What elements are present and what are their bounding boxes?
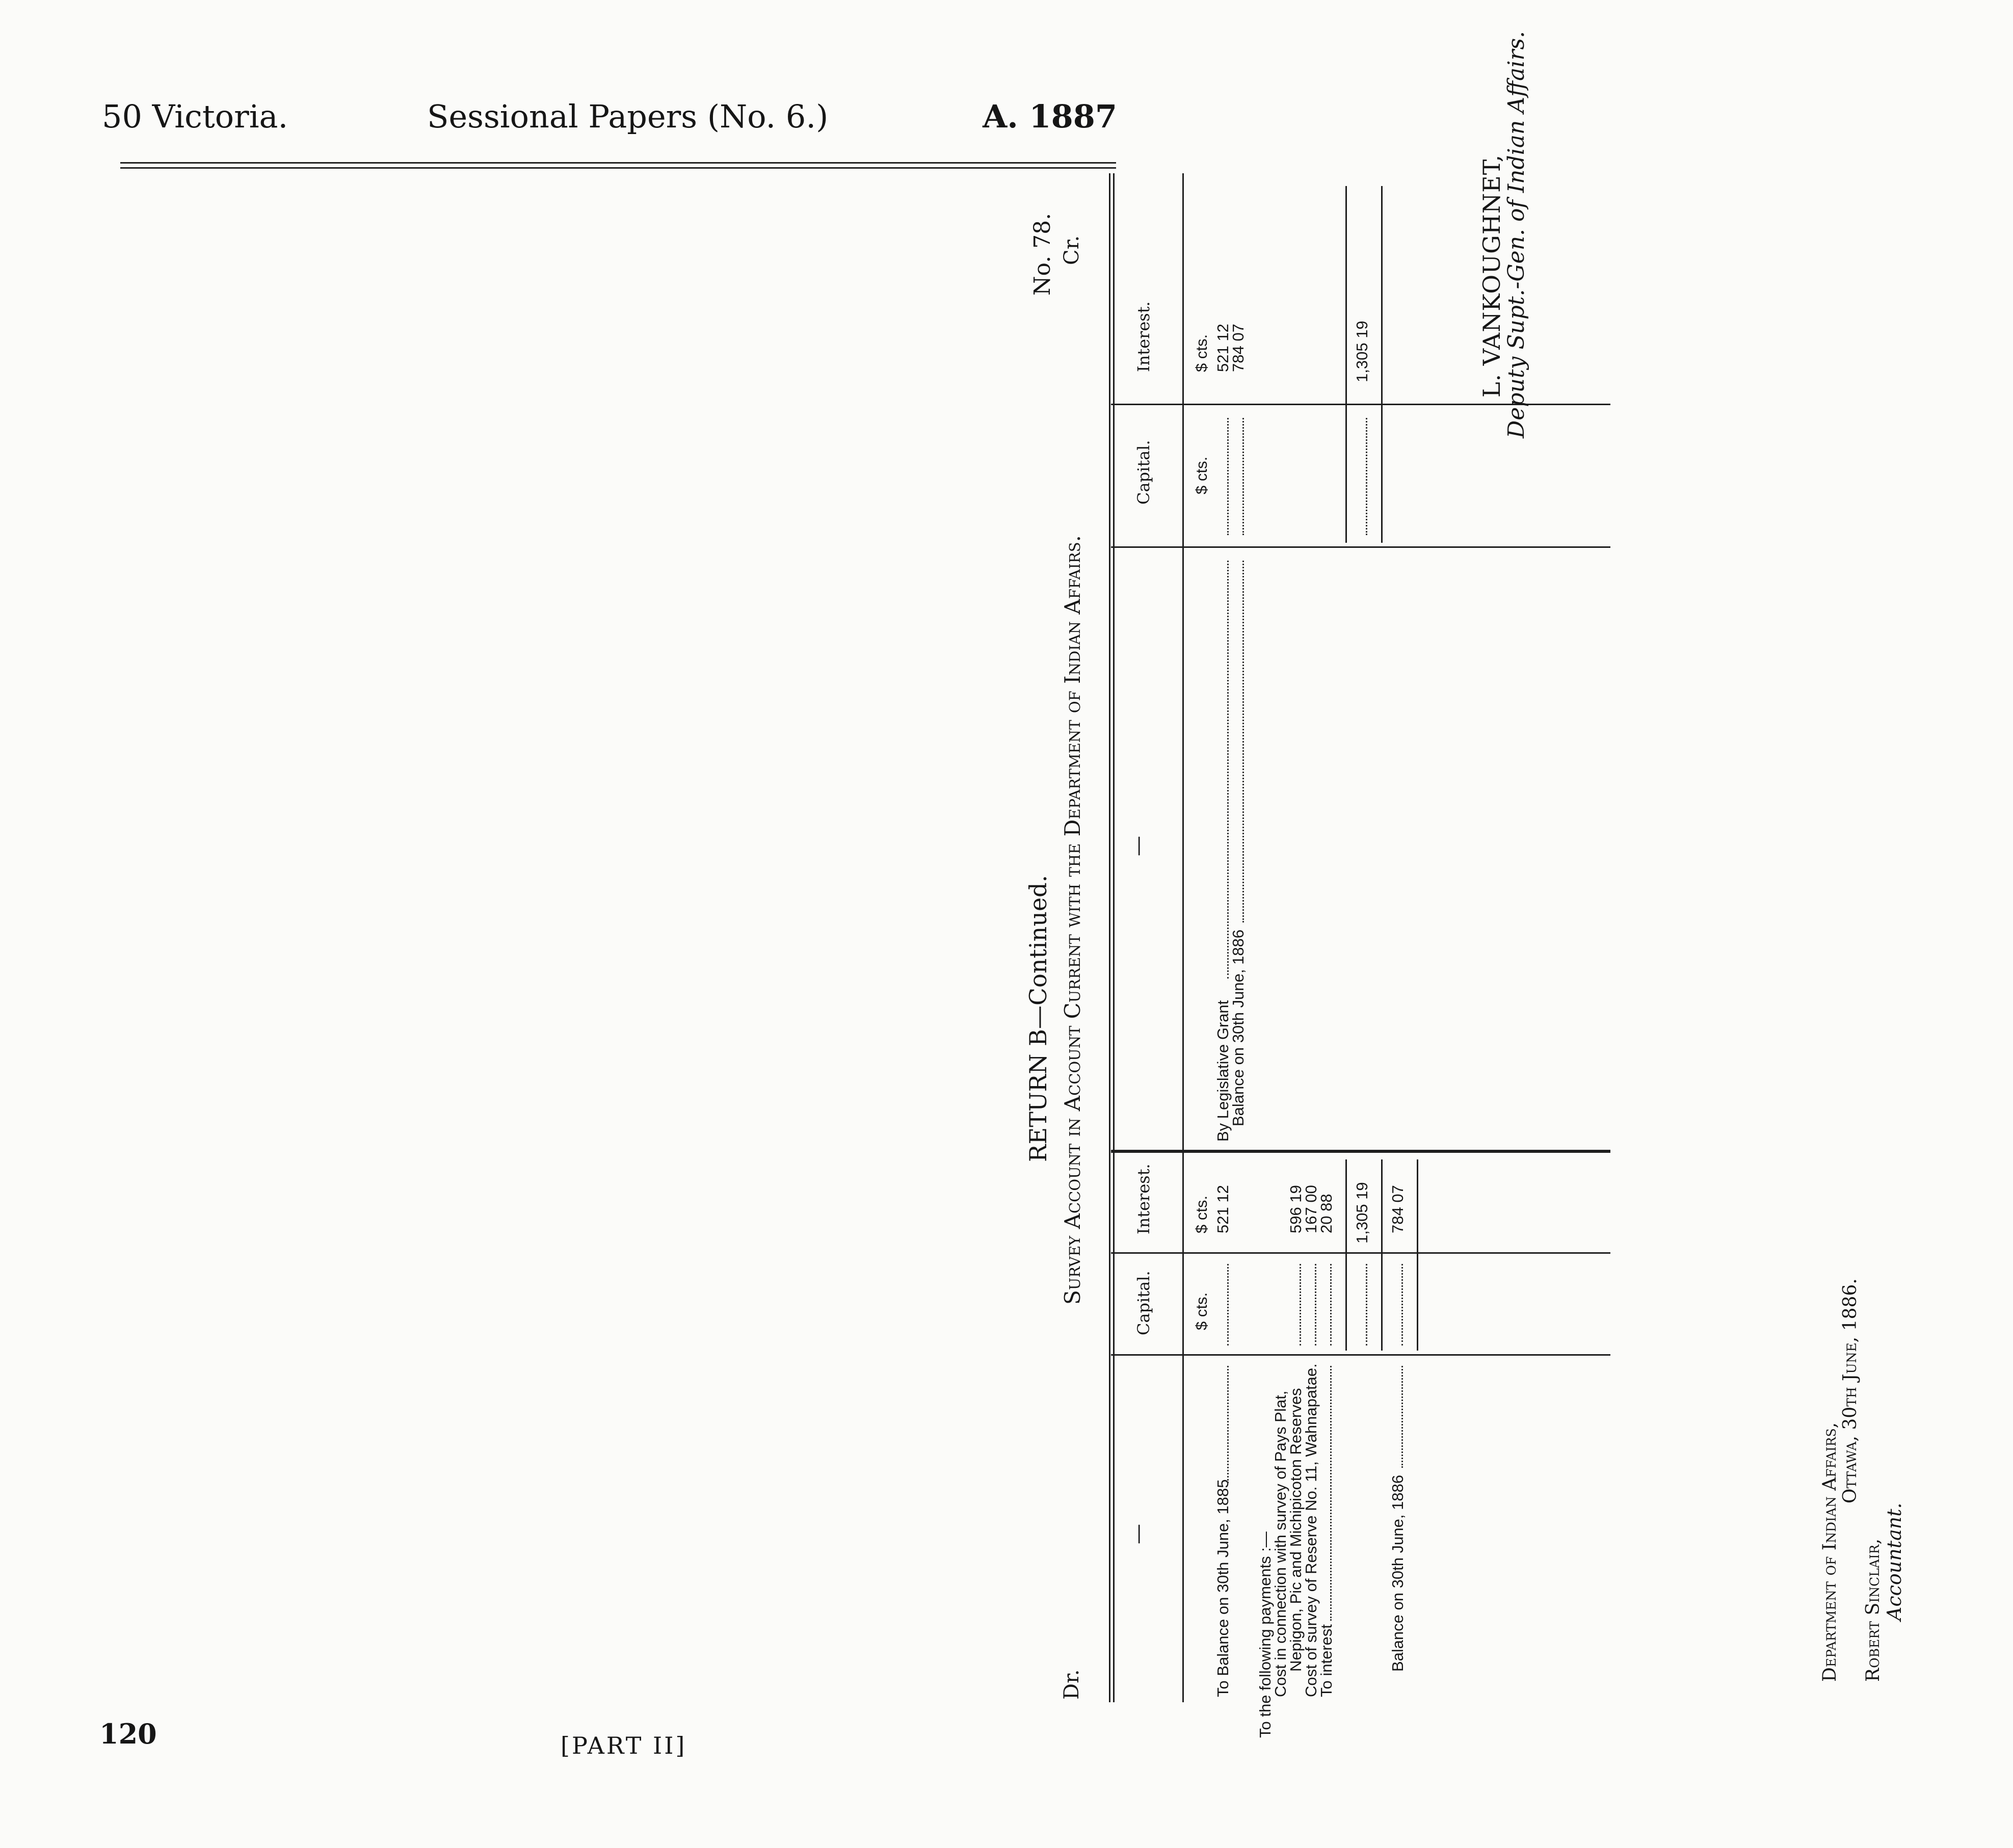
debit-interest-currency: $ cts. bbox=[1193, 1195, 1210, 1233]
leader-dots bbox=[1227, 1366, 1229, 1483]
debit-total-rule bbox=[1381, 1159, 1383, 1351]
debit-pay2-interest: 167 00 bbox=[1302, 1185, 1320, 1233]
debit-pay3-label: To interest bbox=[1317, 1624, 1335, 1697]
leader-dots bbox=[1366, 418, 1367, 535]
debit-balance-1886-label: Balance on 30th June, 1886 bbox=[1389, 1474, 1407, 1672]
leader-dots bbox=[1227, 1264, 1229, 1345]
table-top-rule-2 bbox=[1113, 173, 1115, 1702]
deputy-title: Deputy Supt.-Gen. of Indian Affairs. bbox=[1503, 31, 1529, 438]
department-label: Department of Indian Affairs, bbox=[1819, 1422, 1840, 1682]
leader-dots bbox=[1401, 1366, 1403, 1468]
debit-subtotal-rule bbox=[1345, 1159, 1347, 1351]
debit-interest-header: Interest. bbox=[1134, 1164, 1153, 1234]
deputy-name: L. VANKOUGHNET, bbox=[1478, 154, 1505, 398]
leader-dots bbox=[1242, 418, 1244, 535]
table-top-rule bbox=[1109, 173, 1110, 1702]
col-divider bbox=[1111, 546, 1610, 548]
leader-dots bbox=[1366, 1264, 1367, 1345]
debit-balance-1886-interest: 784 07 bbox=[1389, 1185, 1407, 1233]
leader-dots bbox=[1300, 1264, 1301, 1345]
credit-grant-interest: 521 12 bbox=[1214, 324, 1232, 372]
credit-capital-header: Capital. bbox=[1134, 440, 1153, 505]
header-rule bbox=[120, 162, 1116, 164]
debit-final-rule bbox=[1417, 1159, 1418, 1351]
cr-label: Cr. bbox=[1060, 235, 1083, 265]
credit-interest-header: Interest. bbox=[1134, 301, 1153, 372]
account-number: No. 78. bbox=[1029, 213, 1055, 296]
credit-subtotal-rule bbox=[1345, 186, 1347, 543]
debit-total: 1,305 19 bbox=[1353, 1182, 1371, 1244]
leader-dots bbox=[1315, 1264, 1316, 1345]
year-label: A. 1887 bbox=[983, 98, 1117, 135]
session-label: 50 Victoria. bbox=[102, 98, 288, 135]
debit-pay1-interest: 596 19 bbox=[1287, 1185, 1305, 1233]
debit-pay2-label: Cost of survey of Reserve No. 11, Wahnapatae. bbox=[1302, 1363, 1320, 1697]
return-title: RETURN B—Continued. bbox=[1024, 875, 1052, 1162]
leader-dots bbox=[1330, 1264, 1332, 1345]
header-bottom-rule bbox=[1182, 173, 1184, 1702]
debit-pay3-interest: 20 88 bbox=[1317, 1194, 1335, 1233]
credit-total-rule bbox=[1381, 186, 1383, 543]
center-divider bbox=[1111, 1150, 1610, 1153]
debit-pay1-line2: Nepigon, Pic and Michipicoton Reserves bbox=[1287, 1388, 1305, 1672]
leader-dots bbox=[1227, 418, 1229, 535]
col-divider bbox=[1111, 1354, 1610, 1356]
credit-balance-1886-interest: 784 07 bbox=[1229, 324, 1247, 372]
accountant-name: Robert Sinclair, bbox=[1863, 1538, 1884, 1682]
page-number: 120 bbox=[99, 1718, 157, 1750]
credit-capital-currency: $ cts. bbox=[1193, 456, 1210, 494]
credit-desc-dash: — bbox=[1126, 836, 1150, 856]
sessional-papers-title: Sessional Papers (No. 6.) bbox=[427, 98, 829, 135]
dr-label: Dr. bbox=[1060, 1669, 1083, 1700]
credit-interest-currency: $ cts. bbox=[1193, 334, 1210, 372]
leader-dots bbox=[1330, 1366, 1332, 1621]
col-divider bbox=[1111, 404, 1610, 405]
leader-dots bbox=[1401, 1264, 1403, 1345]
credit-balance-1886-label: Balance on 30th June, 1886 bbox=[1229, 929, 1247, 1126]
debit-capital-currency: $ cts. bbox=[1193, 1292, 1210, 1330]
debit-pay1-line1: Cost in connection with survey of Pays Plat, bbox=[1272, 1390, 1289, 1697]
debit-balance-1885-label: To Balance on 30th June, 1885 bbox=[1214, 1479, 1232, 1697]
accountant-title: Accountant. bbox=[1883, 1502, 1905, 1621]
debit-capital-header: Capital. bbox=[1134, 1271, 1153, 1335]
col-divider bbox=[1111, 1252, 1610, 1254]
leader-dots bbox=[1242, 561, 1244, 922]
debit-desc-dash: — bbox=[1126, 1524, 1150, 1544]
leader-dots bbox=[1227, 561, 1229, 979]
header-rule-2 bbox=[120, 167, 1116, 169]
account-title: Survey Account in Account Current with the Department of Indian Affairs. bbox=[1060, 535, 1085, 1305]
debit-balance-1885-interest: 521 12 bbox=[1214, 1185, 1232, 1233]
part-label: [PART II] bbox=[561, 1732, 687, 1759]
debit-payments-header: To the following payments :— bbox=[1256, 1532, 1274, 1738]
place-date: Ottawa, 30th June, 1886. bbox=[1840, 1278, 1861, 1503]
credit-grant-label: By Legislative Grant bbox=[1214, 1000, 1232, 1142]
credit-total: 1,305 19 bbox=[1353, 321, 1371, 382]
